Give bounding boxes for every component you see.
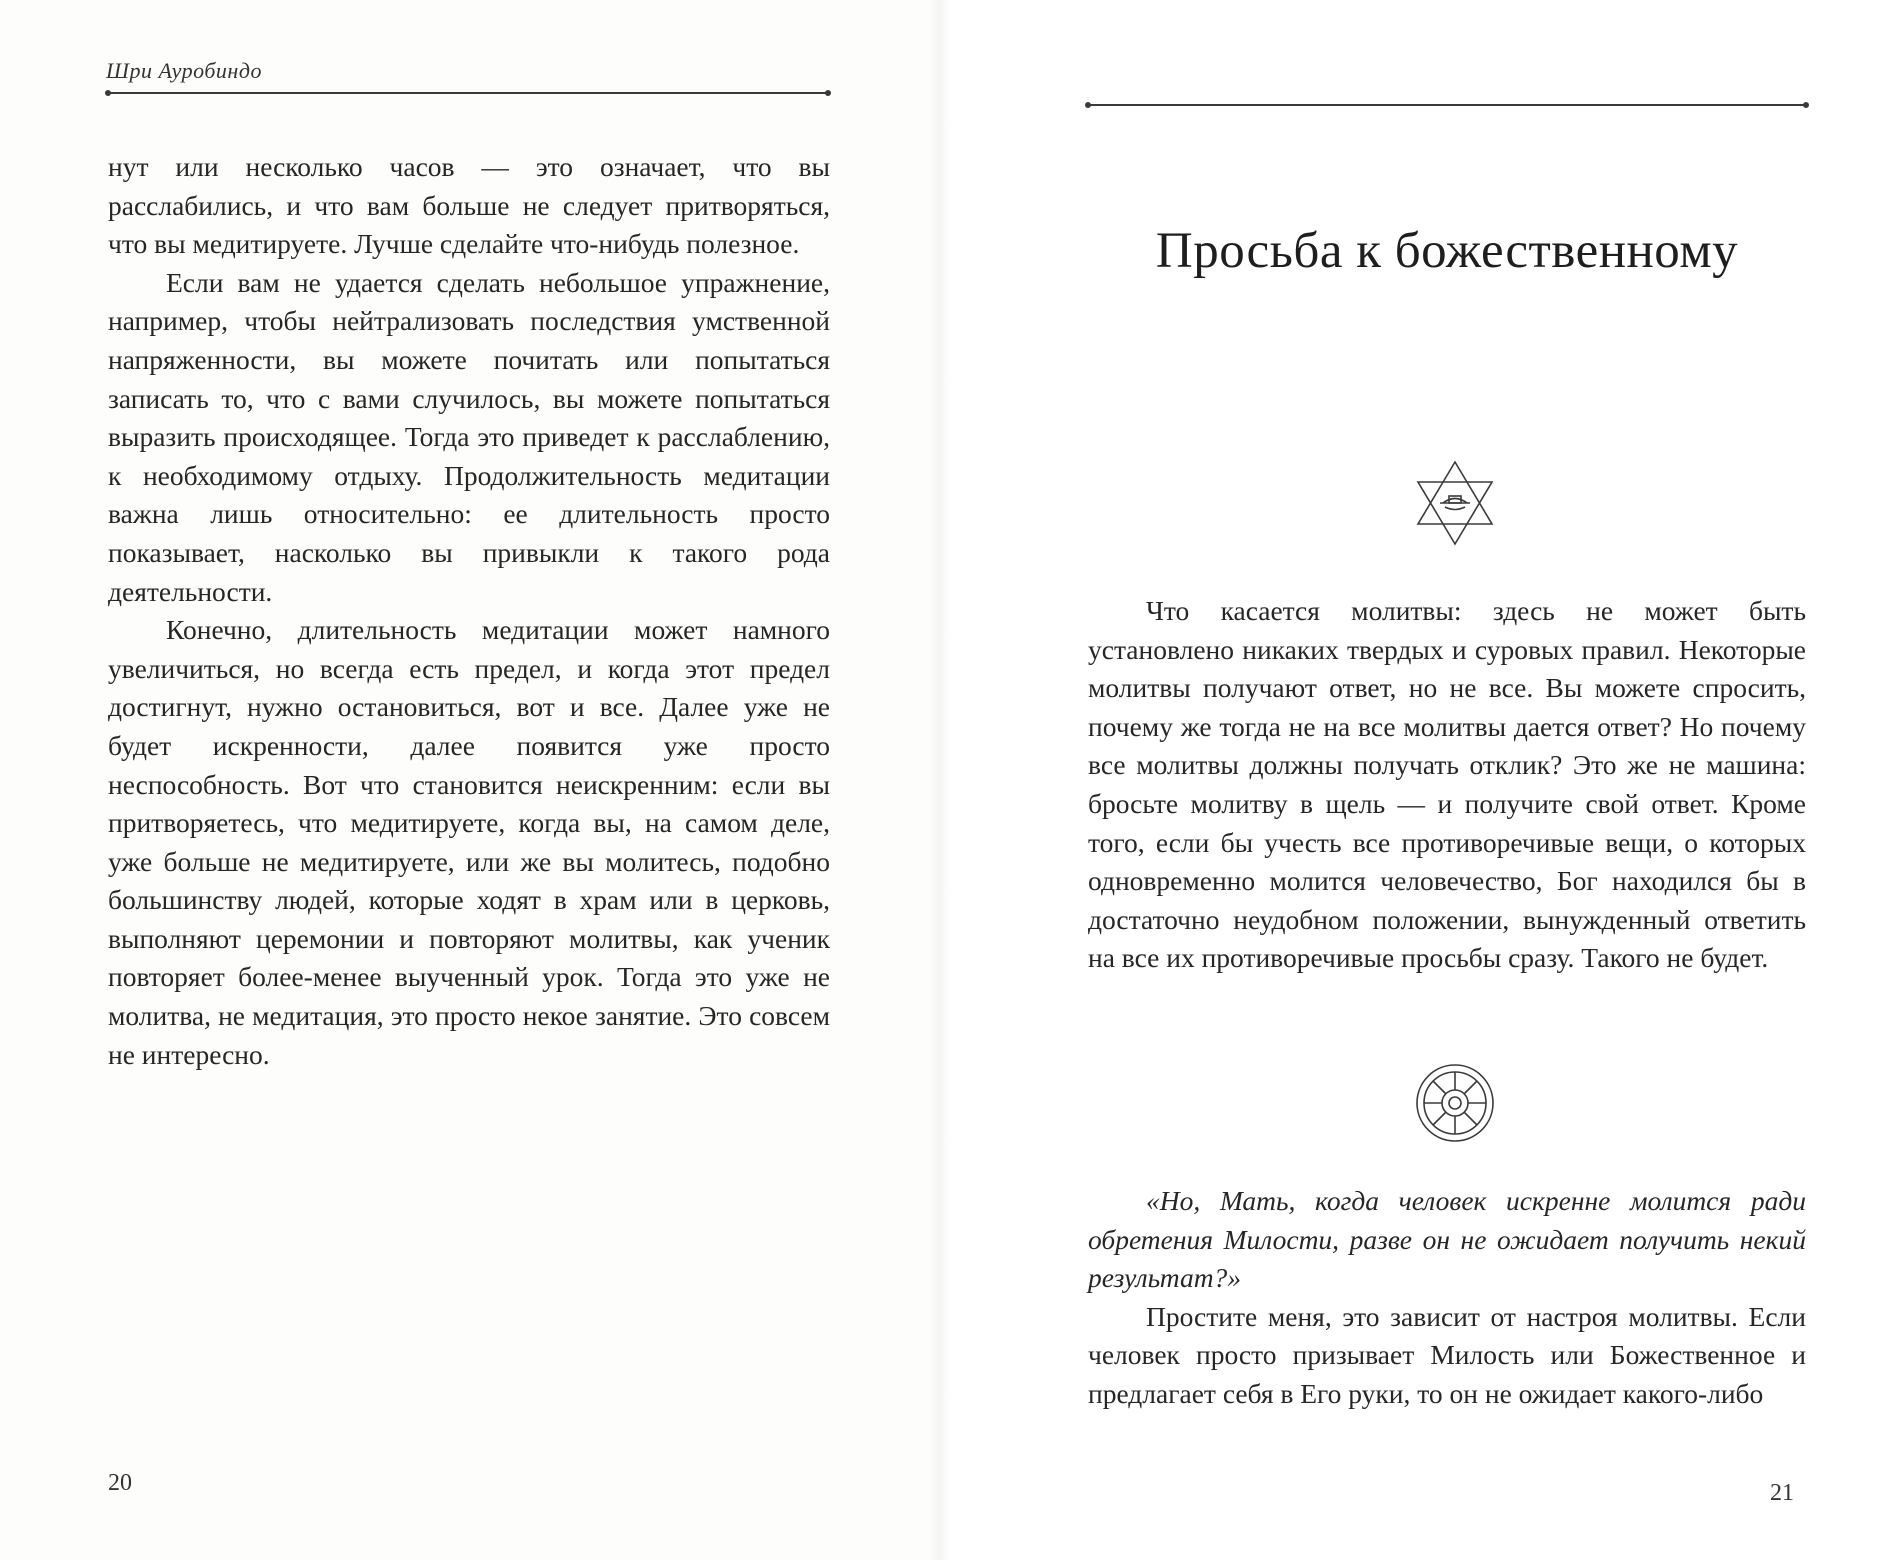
chapter-title: Просьба к божественному [1155,223,1739,279]
star-ornament-icon [1412,458,1498,548]
right-paragraph-2: Простите меня, это зависит от настроя молитвы. Если человек просто призывает Милость или Божественное и предлагает себя в Его руки, то он не ожидает какого-либо [1088,1300,1806,1409]
left-page-body [108,148,830,1074]
right-paragraph-1: Что касается молитвы: здесь не может быть установлено никаких твердых и суровых правил. Некоторые молитвы получают ответ, но не все. Вы можете спросить, почему же тогда не на все молитвы дается ответ? Но почему все молитвы должны получать отклик? Это же не машина: бросьте молитву в щель — и получите свой ответ. Кроме того, если бы учесть все противоречивые вещи, о которых одновременно молится человечество, Бог находился бы в достаточно неудобном положении, вынужденный ответить на все их противоречивые просьбы сразу. Такого не будет. [1088,595,1806,974]
right-quote: «Но, Мать, когда человек искренне молится ради обретения Милости, разве он не ожидает получить некий результат?» [1088,1185,1806,1294]
left-paragraph-2: Если вам не удается сделать небольшое упражнение, например, чтобы нейтрализовать последствия умственной напряженности, вы можете почитать или попытаться записать то, что с вами случилось, вы можете попытаться выразить происходящее. Тогда это приведет к расслаблению, к необходимому отдыху. Продолжительность медитации важна лишь относительно: ее длительность просто показывает, насколько вы привыкли к такого рода деятельности. [108,266,830,607]
page-number-right: 21 [1770,1480,1794,1506]
left-paragraph-1: нут или несколько часов — это означает, что вы расслабились, и что вам больше не следует притворяться, что вы медитируете. Лучше сделайте что-нибудь полезное. [108,151,830,260]
running-head: Шри Ауробиндо [106,58,262,83]
wheel-ornament-icon [1412,1060,1498,1146]
page-number-left: 20 [108,1470,132,1496]
right-page-body-1 [1088,592,1806,978]
header-rule-right [1088,104,1806,106]
right-page-body-2 [1088,1182,1806,1414]
left-paragraph-3: Конечно, длительность медитации может намного увеличиться, но всегда есть предел, и когда этот предел достигнут, нужно остановиться, вот и все. Далее уже не будет искренности, далее появится уже просто неспособность. Вот что становится неискренним: если вы притворяетесь, что медитируете, когда вы, на самом деле, уже больше не медитируете, или же вы молитесь, подобно большинству людей, которые ходят в храм или в церковь, выполняют церемонии и повторяют молитвы, как ученик повторяет более-менее выученный урок. Тогда это уже не молитва, не медитация, это просто некое занятие. Это совсем не интересно. [108,614,830,1070]
header-rule-left [108,92,828,94]
book-gutter [928,0,952,1560]
